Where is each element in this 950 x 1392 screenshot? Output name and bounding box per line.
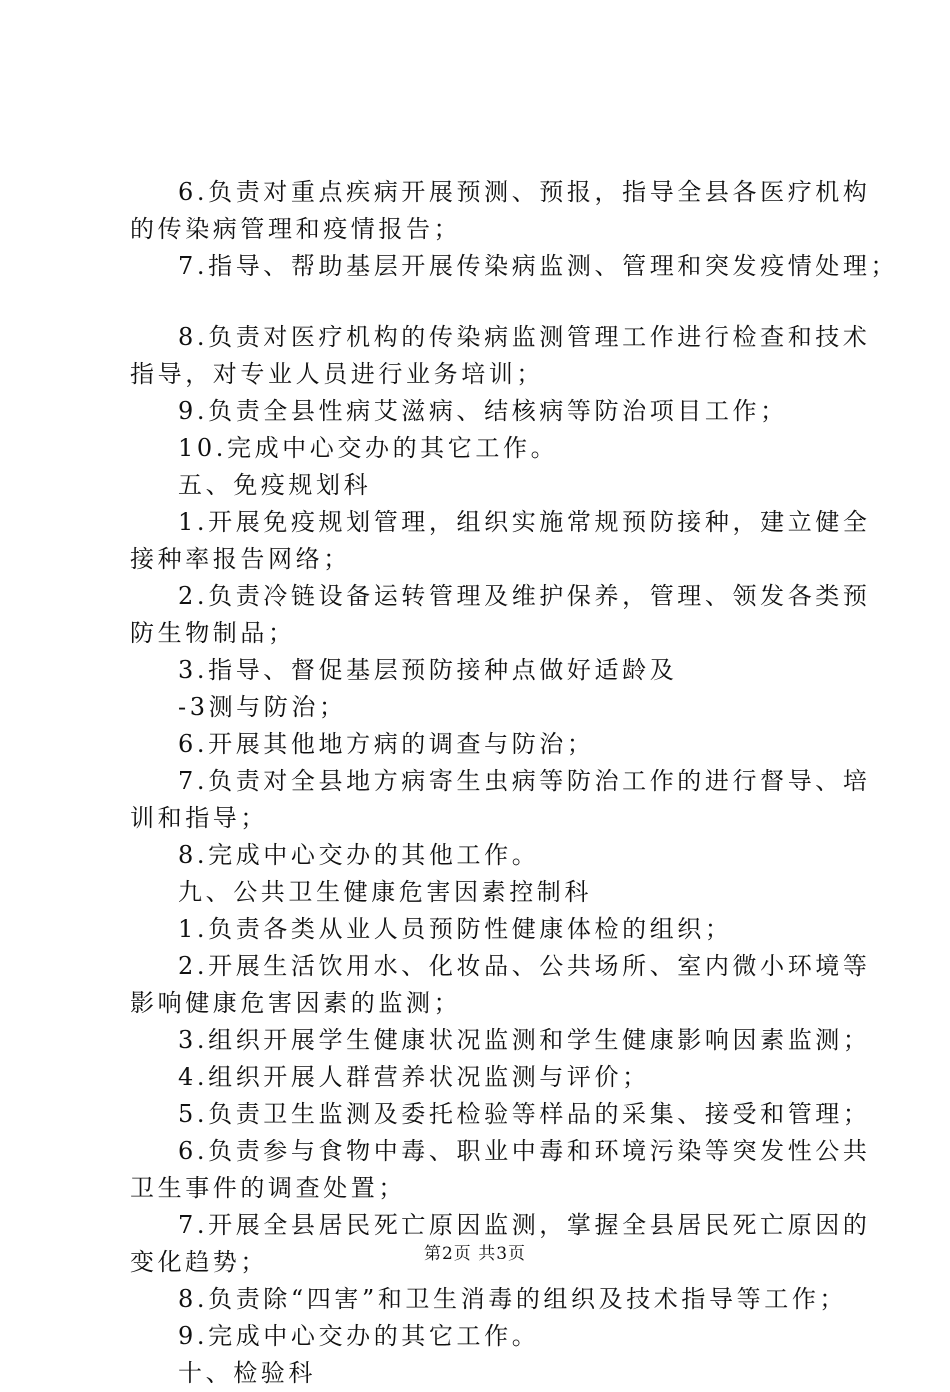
list-item-continuation: 训和指导； <box>130 804 268 832</box>
section-heading: 五、免疫规划科 <box>178 471 372 499</box>
section-heading: 十、检验科 <box>178 1359 316 1387</box>
list-item: 9.完成中心交办的其它工作。 <box>178 1322 540 1350</box>
list-item: 8.完成中心交办的其他工作。 <box>178 841 540 869</box>
list-item: 8.负责除“四害”和卫生消毒的组织及技术指导等工作； <box>178 1285 848 1313</box>
list-item: -3测与防治； <box>178 693 347 721</box>
list-item: 4.组织开展人群营养状况监测与评价； <box>178 1063 650 1091</box>
list-item: 3.组织开展学生健康状况监测和学生健康影响因素监测； <box>178 1026 871 1054</box>
list-item: 6.负责参与食物中毒、职业中毒和环境污染等突发性公共 <box>178 1137 871 1165</box>
list-item-continuation: 变化趋势； <box>130 1248 268 1276</box>
list-item-continuation: 的传染病管理和疫情报告； <box>130 215 462 243</box>
paragraph-gap <box>130 285 850 319</box>
list-item: 7.开展全县居民死亡原因监测，掌握全县居民死亡原因的 <box>178 1211 871 1239</box>
list-item-continuation: 指导，对专业人员进行业务培训； <box>130 360 544 388</box>
list-item-continuation: 防生物制品； <box>130 619 296 647</box>
page-number-footer: 第2页 共3页 <box>423 1244 527 1264</box>
list-item: 6.开展其他地方病的调查与防治； <box>178 730 595 758</box>
list-item: 10.完成中心交办的其它工作。 <box>178 434 559 462</box>
list-item-continuation: 卫生事件的调查处置； <box>130 1174 406 1202</box>
list-item-continuation: 影响健康危害因素的监测； <box>130 989 462 1017</box>
list-item: 7.指导、帮助基层开展传染病监测、管理和突发疫情处理； <box>178 252 899 280</box>
list-item: 2.负责冷链设备运转管理及维护保养，管理、领发各类预 <box>178 582 871 610</box>
document-body <box>130 174 899 1392</box>
list-item: 1.开展免疫规划管理，组织实施常规预防接种，建立健全 <box>178 508 871 536</box>
list-item: 2.开展生活饮用水、化妆品、公共场所、室内微小环境等 <box>178 952 871 980</box>
list-item: 5.负责卫生监测及委托检验等样品的采集、接受和管理； <box>178 1100 871 1128</box>
list-item: 3.指导、督促基层预防接种点做好适龄及 <box>178 656 678 684</box>
section-heading: 九、公共卫生健康危害因素控制科 <box>178 878 592 906</box>
list-item: 8.负责对医疗机构的传染病监测管理工作进行检查和技术 <box>178 323 871 351</box>
list-item: 1.负责各类从业人员预防性健康体检的组织； <box>178 915 733 943</box>
list-item: 6.负责对重点疾病开展预测、预报，指导全县各医疗机构 <box>178 178 871 206</box>
list-item: 7.负责对全县地方病寄生虫病等防治工作的进行督导、培 <box>178 767 871 795</box>
list-item-continuation: 接种率报告网络； <box>130 545 351 573</box>
list-item: 9.负责全县性病艾滋病、结核病等防治项目工作； <box>178 397 788 425</box>
